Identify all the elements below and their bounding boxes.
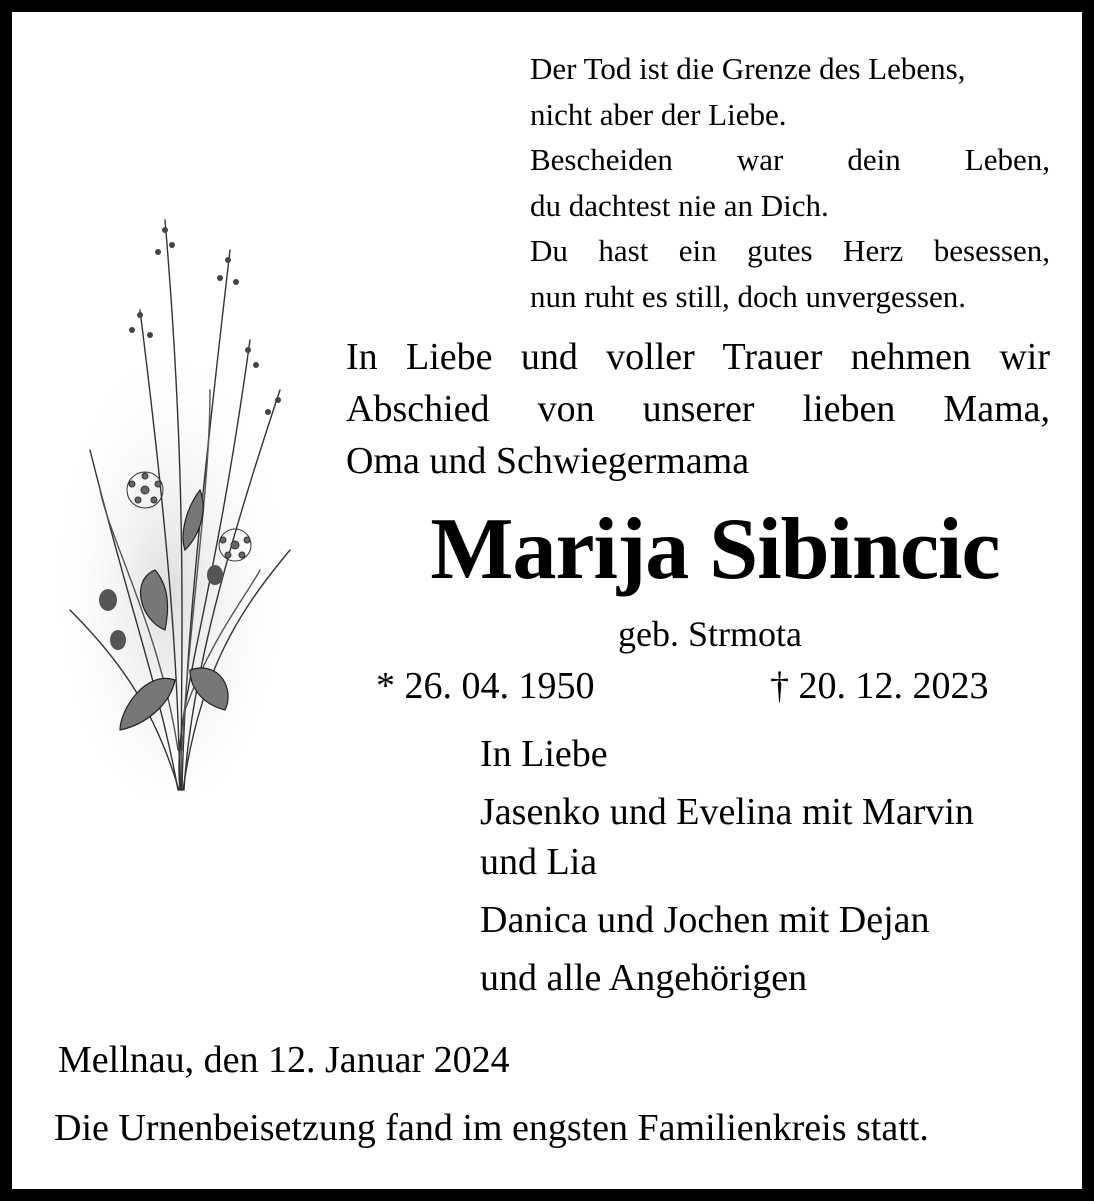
birth-date: * 26. 04. 1950 xyxy=(376,665,595,707)
poem-line: nun ruht es still, doch unvergessen. xyxy=(530,278,966,314)
deceased-name: Marija Sibincic xyxy=(430,501,1000,598)
poem-line: Du hast ein gutes Herz besessen, xyxy=(530,233,1050,269)
mourners-heading: In Liebe xyxy=(480,733,608,775)
mourners-line: Jasenko und Evelina mit Marvin xyxy=(480,791,974,833)
place-date: Mellnau, den 12. Januar 2024 xyxy=(58,1039,510,1081)
intro-text xyxy=(346,331,1050,487)
poem-line: du dachtest nie an Dich. xyxy=(530,187,829,223)
death-date: † 20. 12. 2023 xyxy=(770,665,989,707)
grass-bouquet-icon xyxy=(60,190,300,810)
poem xyxy=(530,46,1050,320)
intro-line: Abschied von unserer lieben Mama, xyxy=(346,388,1050,430)
intro-line: In Liebe und voller Trauer nehmen wir xyxy=(346,336,1050,378)
intro-line: Oma und Schwiegermama xyxy=(346,440,750,482)
mourners-line: und Lia xyxy=(480,841,598,883)
mourners-line: Danica und Jochen mit Dejan xyxy=(480,899,930,941)
maiden-name: geb. Strmota xyxy=(618,614,802,654)
poem-line: Bescheiden war dein Leben, xyxy=(530,142,1050,178)
burial-note: Die Urnenbeisetzung fand im engsten Familienkreis statt. xyxy=(54,1107,929,1149)
poem-line: nicht aber der Liebe. xyxy=(530,96,787,132)
poem-line: Der Tod ist die Grenze des Lebens, xyxy=(530,51,966,86)
mourners-line: und alle Angehörigen xyxy=(480,957,808,999)
